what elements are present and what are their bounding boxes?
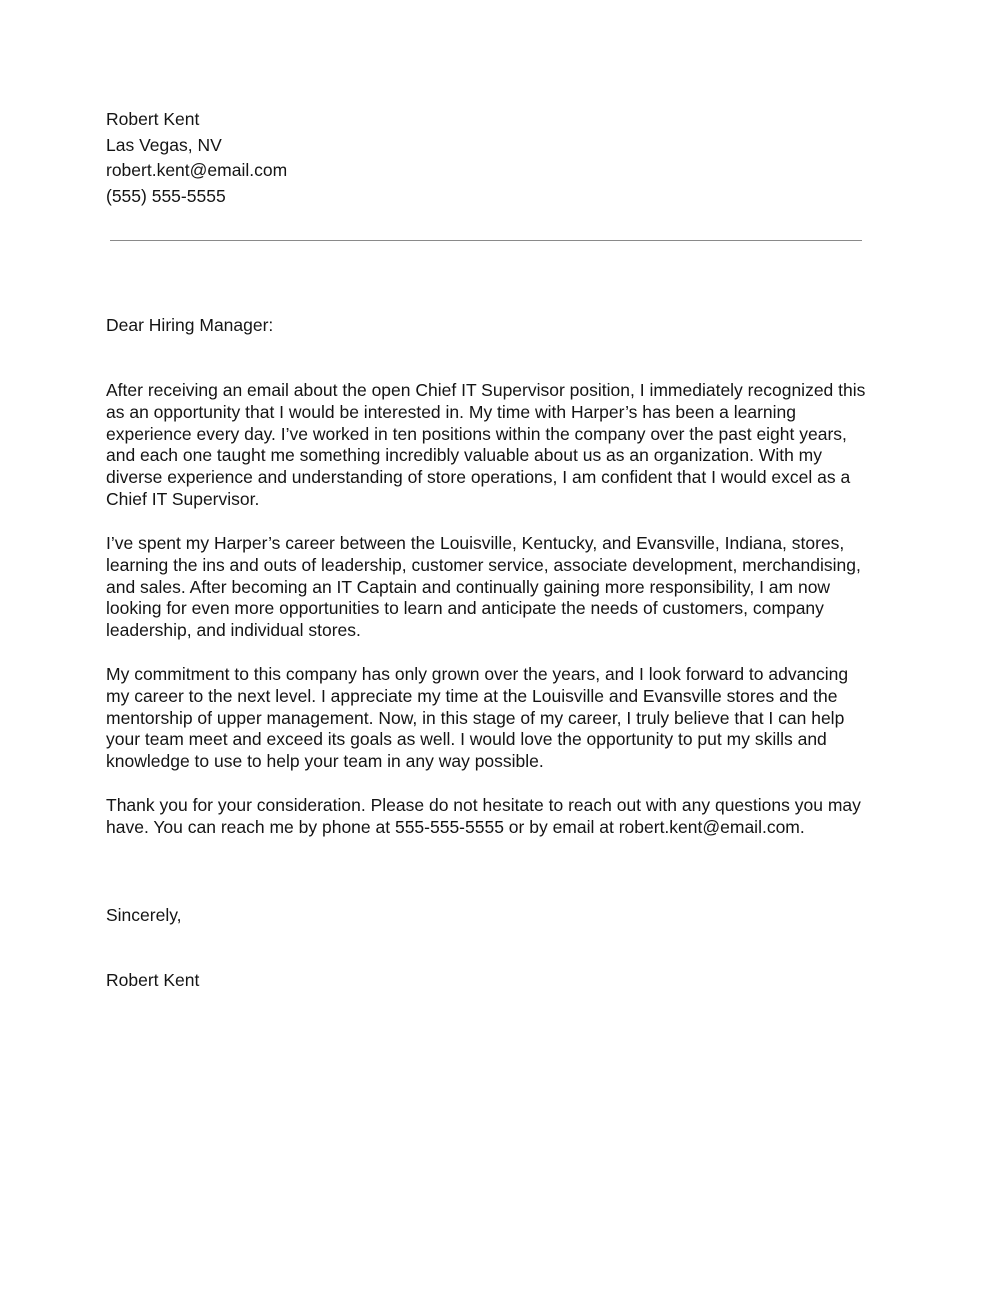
sender-email: robert.kent@email.com [106, 160, 288, 180]
sender-location: Las Vegas, NV [106, 134, 222, 155]
body-paragraph-1: After receiving an email about the open Chief IT Supervisor position, I immediately recognized this as an opportunity that I would be interested in. My time with Harper’s has been a learning experience every day. I’ve worked in ten positions within the company over the past eight years, and each one taught me something incredibly valuable about us as an organization. With my diverse experience and understanding of store operations, I am confident that I would excel as a Chief IT Supervisor. [106, 380, 866, 509]
body-paragraph-4: Thank you for your consideration. Please do not hesitate to reach out with any questions you may have. You can reach me by phone at 555-555-5555 or by email at robert.kent@email.com. [106, 795, 861, 837]
body-paragraph-2: I’ve spent my Harper’s career between the Louisville, Kentucky, and Evansville, Indiana, stores, learning the ins and outs of leadership, customer service, associate development, merchandising, and sales. After becoming an IT Captain and continually gaining more responsibility, I am now looking for even more opportunities to learn and anticipate the needs of customers, company leadership, and individual stores. [106, 533, 861, 641]
body-paragraph-3: My commitment to this company has only grown over the years, and I look forward to advancing my career to the next level. I appreciate my time at the Louisville and Evansville stores and the mentorship of upper management. Now, in this stage of my career, I truly believe that I can help your team meet and exceed its goals as well. I would love the opportunity to put my skills and knowledge to use to help your team in any way possible. [106, 664, 849, 772]
header-divider [110, 240, 862, 241]
sender-phone: (555) 555-5555 [106, 185, 226, 206]
signature-name: Robert Kent [106, 970, 200, 990]
salutation: Dear Hiring Manager: [106, 315, 274, 335]
sender-name: Robert Kent [106, 109, 200, 129]
sender-contact-block [106, 107, 287, 209]
closing: Sincerely, [106, 905, 182, 925]
